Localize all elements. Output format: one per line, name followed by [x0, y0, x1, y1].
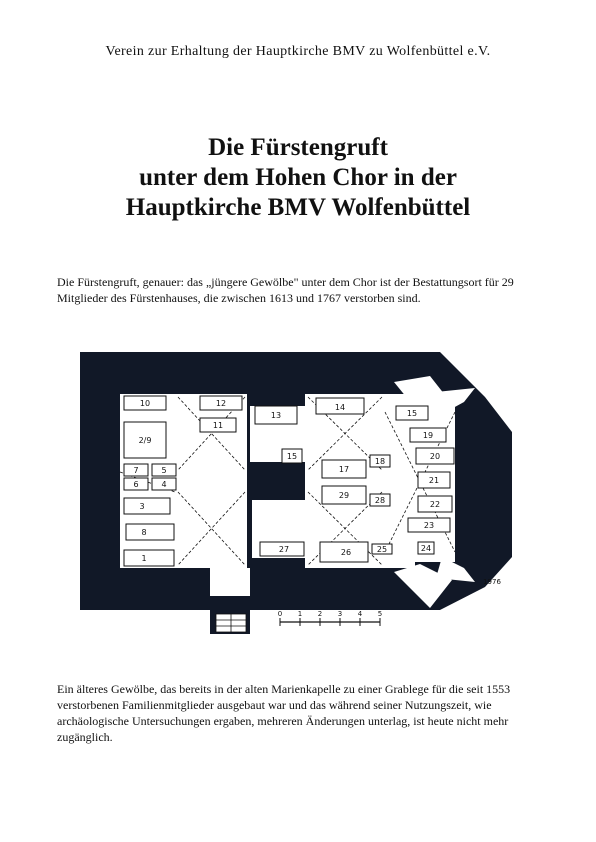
scale-label: 4	[357, 610, 363, 618]
coffin-label: 3	[139, 502, 145, 511]
coffin-label: 15	[286, 452, 298, 461]
page-title	[0, 133, 596, 223]
plan-stairs	[216, 614, 246, 632]
coffin-label: 15	[406, 409, 418, 418]
association-header: Verein zur Erhaltung der Hauptkirche BMV zu Wolfenbüttel e.V.	[105, 44, 491, 59]
coffin-label: 6	[133, 480, 139, 489]
coffin-label: 8	[141, 528, 147, 537]
title-line-1: Die Fürstengruft	[208, 134, 388, 161]
coffin-label: 29	[338, 491, 350, 500]
coffin-label: 28	[374, 496, 386, 505]
title-line-2: unter dem Hohen Chor in der	[139, 164, 457, 191]
coffin-label: 18	[374, 457, 386, 466]
coffin-label: 10	[139, 399, 151, 408]
intro-paragraph: Die Fürstengruft, genauer: das „jüngere Gewölbe" unter dem Chor ist der Bestattungsort für 29 Mitglieder des Fürstenhauses, die zwischen 1613 und 1767 verstorben sind.	[57, 275, 514, 305]
coffin-label: 12	[215, 399, 227, 408]
scale-label: 0	[277, 610, 283, 618]
artist-mark: 1976	[483, 578, 501, 586]
coffin-label: 26	[340, 548, 352, 557]
scale-label: 1	[297, 610, 303, 618]
coffin-label: 14	[334, 403, 346, 412]
coffin-label: 27	[278, 545, 290, 554]
coffin-label: 22	[429, 500, 441, 509]
coffin-label: 7	[133, 466, 139, 475]
scale-label: 2	[317, 610, 323, 618]
coffin-label: 11	[212, 421, 224, 430]
title-line-3: Hauptkirche BMV Wolfenbüttel	[125, 194, 471, 221]
coffin-label: 4	[161, 480, 167, 489]
closing-paragraph: Ein älteres Gewölbe, das bereits in der alten Marienkapelle zu einer Grablege für die seit 1553 verstorbenen Familienmitglieder ausgebaut war und das während seiner Nutzungszeit, wie archäologische Untersuchungen ergaben, mehreren Änderungen unterlag, ist heute nicht mehr zugänglich.	[57, 682, 511, 744]
scale-label: 5	[377, 610, 383, 618]
coffin-label: 2/9	[138, 436, 152, 445]
coffin-label: 5	[161, 466, 167, 475]
coffin-label: 17	[338, 465, 350, 474]
scale-label: 3	[337, 610, 343, 618]
coffin-label: 13	[270, 411, 282, 420]
coffin-label: 25	[376, 545, 388, 554]
plan-scale-bar	[278, 610, 382, 626]
coffin-label: 21	[428, 476, 440, 485]
crypt-floor-plan	[80, 352, 512, 634]
coffin-label: 20	[429, 452, 441, 461]
coffin-label: 1	[141, 554, 147, 563]
coffin-label: 19	[422, 431, 434, 440]
coffin-label: 23	[423, 521, 435, 530]
coffin-label: 24	[420, 544, 432, 553]
